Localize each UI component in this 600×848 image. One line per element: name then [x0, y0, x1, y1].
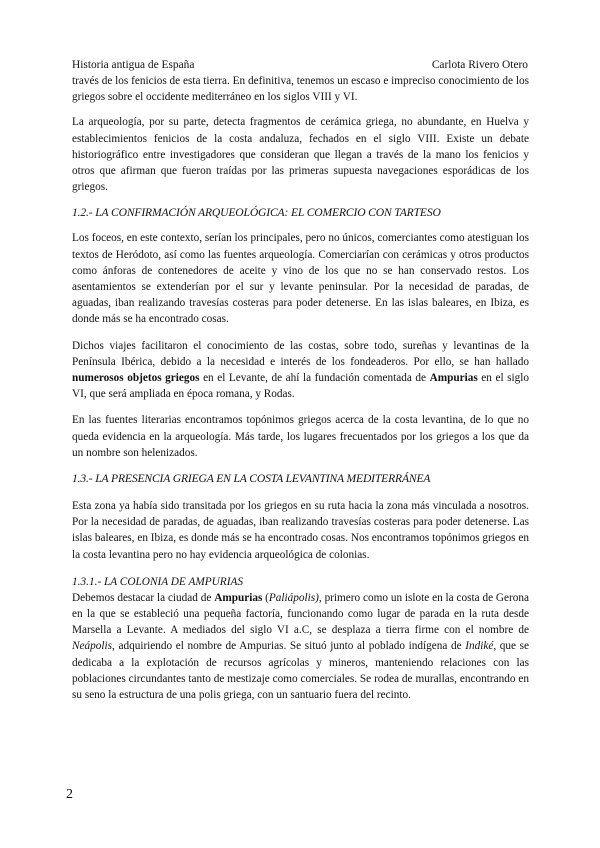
- paragraph-zona-transitada: Esta zona ya había sido transitada por los griegos en su ruta hacia la zona más vinculada a nosotros. Por la necesidad de paradas, de aguadas, iban realizando travesías costeras para poder detenerse. Las islas baleares, en Ibiza, es donde más se ha encontrado cosas. Nos encontramos topónimos griegos en la costa levantina pero no hay evidencia arqueológica de colonias.: [72, 500, 529, 561]
- paragraph-ampurias-text-4: , adquiriendo el nombre de Ampurias. Se situó junto al poblado indígena de: [112, 640, 466, 653]
- bold-ampurias-city: Ampurias: [214, 591, 263, 604]
- header-author: Carlota Rivero Otero: [431, 59, 528, 71]
- page-body: [72, 73, 529, 703]
- section-heading-1-3-1: 1.3.1.- LA COLONIA DE AMPURIAS: [72, 575, 244, 588]
- section-heading-1-3: 1.3.- LA PRESENCIA GRIEGA EN LA COSTA LEVANTINA MEDITERRÁNEA: [72, 472, 431, 486]
- paragraph-ampurias: [72, 590, 529, 703]
- italic-neapolis: Neápolis: [72, 640, 113, 653]
- paragraph-foceos: Los foceos, en este contexto, serían los principales, pero no únicos, comerciantes como atestiguan los textos de Heródoto, así como las fuentes arqueología. Comerciarían con cerámicas y otros productos como ánforas de contenedores de aceite y vino de los que no se han conservado restos. Los asentamientos se extenderían por el sur y levante peninsular. Por la necesidad de paradas, de aguadas, iban realizando travesías costeras para poder detenerse. En las islas baleares, en Ibiza, es donde más se ha encontrado cosas.: [72, 232, 529, 326]
- paragraph-ampurias-text-2: (: [262, 591, 269, 604]
- paragraph-viajes: [72, 338, 529, 403]
- paragraph-ampurias-text-1: Debemos destacar la ciudad de: [72, 591, 215, 604]
- header-course-title: Historia antigua de España: [72, 59, 195, 71]
- paragraph-fuentes-literarias: En las fuentes literarias encontramos topónimos griegos acerca de la costa levantina, de lo que no queda evidencia en la arqueología. Más tarde, los lugares frecuentados por los griegos a los que da un nombre son helenizados.: [72, 414, 529, 459]
- bold-ampurias: Ampurias: [429, 372, 478, 385]
- paragraph-intro-continuation: través de los fenicios de esta tierra. En definitiva, tenemos un escaso e impreciso conocimiento de los griegos sobre el occidente mediterráneo en los siglos VIII y VI.: [72, 75, 529, 104]
- paragraph-ampurias-text-3: , primero como un islote en la costa de Gerona en la que se estableció una pequeña factoría, funcionando como lugar de parada en la ruta desde Marsella a Levante. A mediados del siglo VI a.C, se desplaza a tierra firme con el nombre de: [72, 591, 529, 637]
- section-heading-1-2: 1.2.- LA CONFIRMACIÓN ARQUEOLÓGICA: EL COMERCIO CON TARTESO: [72, 206, 441, 220]
- paragraph-viajes-text-1: Dichos viajes facilitaron el conocimiento de las costas, sobre todo, sureñas y levantinas de la Península Ibérica, debido a la necesidad e interés de los fondeaderos. Por ello, se han hallado: [72, 339, 529, 368]
- page-number: 2: [66, 787, 73, 802]
- bold-numerosos-objetos: numerosos objetos griegos: [72, 372, 200, 385]
- paragraph-archaeology: La arqueología, por su parte, detecta fragmentos de cerámica griega, no abundante, en Huelva y establecimientos fenicios de la costa andaluza, fechados en el siglo VIII. Existe un debate historiográfico entre investigadores que consideran que llegan a través de la mano los fenicios y otros que afirman que fueron traídas por las primeras supuesta navegaciones esporádicas de los griegos.: [72, 116, 529, 194]
- italic-paliapolis: Paliápolis): [268, 591, 319, 604]
- paragraph-viajes-text-3: en el siglo VI, que será ampliada en época romana, y Rodas.: [72, 372, 529, 401]
- italic-indike: Indiké: [465, 640, 494, 653]
- page-header: [72, 58, 528, 72]
- paragraph-viajes-text-2: en el Levante, de ahí la fundación comentada de: [199, 372, 430, 385]
- paragraph-ampurias-text-5: , que se dedicaba a la explotación de recursos agrícolas y mineros, manteniendo relaciones con las poblaciones circundantes tanto de mestizaje como comerciales. Se rodea de murallas, encontrando en su seno la estructura de una polis griega, con un santuario fuera del recinto.: [72, 640, 529, 702]
